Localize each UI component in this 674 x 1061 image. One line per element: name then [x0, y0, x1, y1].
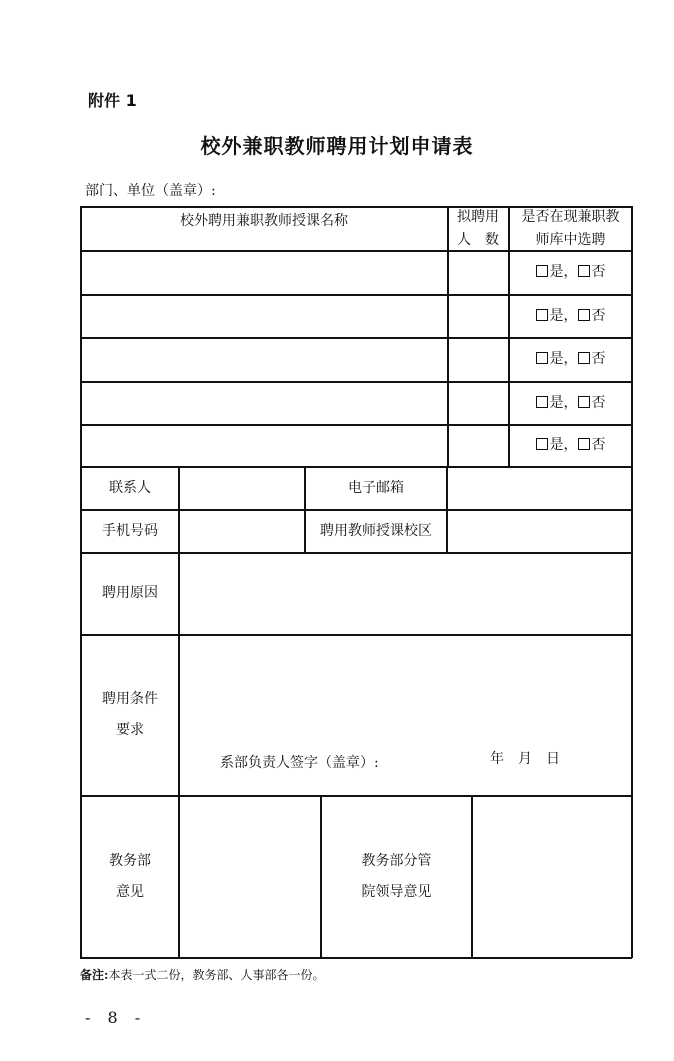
phone-label: 手机号码 — [102, 522, 158, 539]
yes-checkbox[interactable] — [536, 396, 548, 408]
yes-label: 是， — [549, 307, 578, 324]
no-checkbox[interactable] — [578, 396, 590, 408]
no-label: 否 — [591, 351, 606, 368]
form-title: 校外兼职教师聘用计划申请表 — [200, 134, 474, 158]
header-teacher-pool-line1: 是否在现兼职教 — [521, 209, 620, 226]
reason-label: 聘用原因 — [102, 585, 158, 602]
yes-checkbox[interactable] — [536, 352, 548, 364]
no-label: 否 — [591, 437, 606, 454]
header-teacher-pool-line2: 师库中选聘 — [535, 231, 606, 248]
header-hire-count — [449, 207, 507, 250]
pool-option-row — [510, 338, 631, 381]
remark-label: 备注: — [80, 968, 109, 982]
pool-option-row — [510, 425, 631, 466]
academic-affairs-opinion-field[interactable] — [180, 796, 320, 957]
yes-label: 是， — [549, 437, 578, 454]
pool-option-row — [510, 251, 631, 294]
header-hire-count-line2: 人 数 — [457, 231, 499, 248]
yes-label: 是， — [549, 394, 578, 411]
date-label: 年 月 日 — [490, 751, 560, 767]
pool-option-row — [510, 382, 631, 424]
leader-opinion-field[interactable] — [473, 796, 631, 957]
academic-affairs-opinion-label — [82, 796, 178, 957]
header-hire-count-line1: 拟聘用 — [457, 209, 499, 226]
no-checkbox[interactable] — [578, 438, 590, 450]
yes-checkbox[interactable] — [536, 265, 548, 277]
academic-affairs-line1: 教务部 — [109, 852, 151, 869]
email-label: 电子邮箱 — [348, 479, 404, 496]
leader-opinion-line1: 教务部分管 — [361, 852, 432, 869]
remark-note — [80, 966, 324, 983]
condition-label — [82, 635, 178, 795]
no-checkbox[interactable] — [578, 309, 590, 321]
header-course-name: 校外聘用兼职教师授课名称 — [180, 212, 348, 229]
leader-opinion-label — [322, 796, 471, 957]
header-teacher-pool — [510, 207, 631, 250]
condition-field[interactable] — [180, 635, 631, 745]
no-label: 否 — [591, 394, 606, 411]
no-checkbox[interactable] — [578, 352, 590, 364]
condition-label-line1: 聘用条件 — [102, 691, 158, 708]
no-label: 否 — [591, 307, 606, 324]
yes-checkbox[interactable] — [536, 309, 548, 321]
leader-opinion-line2: 院领导意见 — [361, 883, 432, 900]
no-label: 否 — [591, 264, 606, 281]
dept-head-signature-label: 系部负责人签字（盖章）: — [220, 755, 379, 771]
dept-label: 部门、单位（盖章）: — [85, 183, 216, 199]
remark-text: 本表一式二份，教务部、人事部各一份。 — [108, 968, 325, 982]
academic-affairs-line2: 意见 — [116, 883, 144, 900]
pool-option-row — [510, 295, 631, 337]
page-number: - 8 - — [85, 1008, 147, 1027]
contact-field[interactable] — [180, 467, 304, 509]
contact-label: 联系人 — [109, 479, 151, 496]
campus-label: 聘用教师授课校区 — [320, 522, 432, 539]
yes-label: 是， — [549, 264, 578, 281]
yes-checkbox[interactable] — [536, 438, 548, 450]
phone-field[interactable] — [180, 510, 304, 552]
condition-label-line2: 要求 — [116, 722, 144, 738]
reason-field[interactable] — [180, 553, 631, 634]
attachment-label: 附件 1 — [88, 91, 137, 110]
email-field[interactable] — [448, 467, 631, 509]
no-checkbox[interactable] — [578, 265, 590, 277]
campus-field[interactable] — [448, 510, 631, 552]
yes-label: 是， — [549, 351, 578, 368]
